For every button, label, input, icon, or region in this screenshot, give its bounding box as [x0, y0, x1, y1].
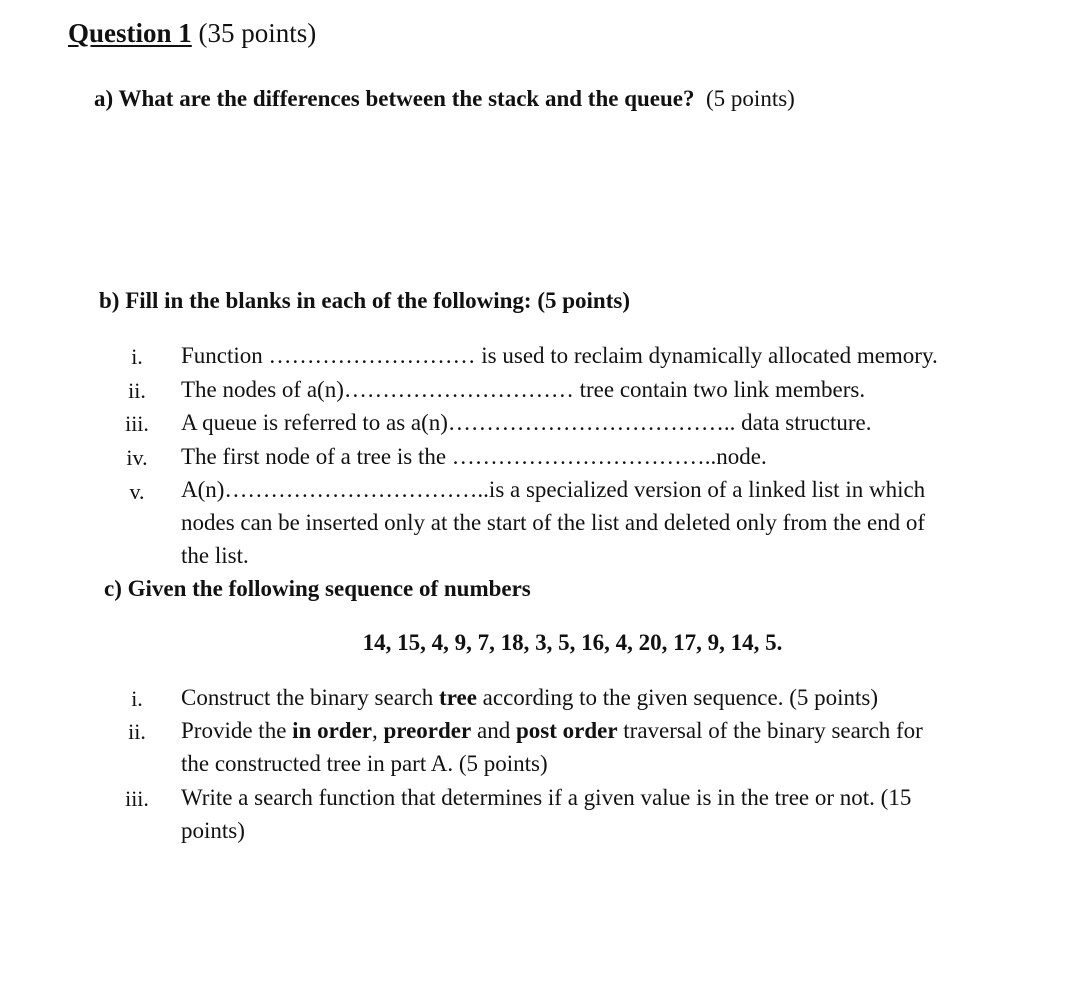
part-b-item-text-line: the list.: [181, 543, 249, 568]
part-c-item-text-segment: traversal of the binary search for: [617, 718, 923, 743]
part-b-item-text: Function ……………………… is used to reclaim dynamically allocated memory.: [181, 343, 938, 368]
part-c-item-text-line: Write a search function that determines if a given value is in the tree or not. (15: [181, 785, 912, 810]
part-c-item-text-segment: Provide the: [181, 718, 293, 743]
part-c-item-num: ii.: [128, 719, 146, 744]
part-b-item-text: The first node of a tree is the ……………………………..node.: [181, 444, 767, 469]
part-a: [94, 86, 795, 112]
part-c-item-text-segment: and: [471, 718, 516, 743]
part-c-item-text-segment: Construct the binary search: [181, 685, 440, 710]
question-points: (35 points): [198, 18, 317, 48]
part-c-item-text-bold: in order: [292, 718, 373, 743]
part-c-item-text-line: the constructed tree in part A. (5 points): [181, 751, 548, 776]
part-c-item-text-bold: tree: [439, 685, 477, 710]
part-c-item-text: [181, 685, 878, 711]
part-c-item-num: i.: [131, 686, 143, 711]
part-b-item-num: ii.: [128, 378, 146, 403]
part-b-item-num: v.: [129, 479, 145, 504]
part-c-item-text-line: points): [181, 818, 245, 843]
part-c-item-text-bold: preorder: [383, 718, 472, 743]
number-sequence: 14, 15, 4, 9, 7, 18, 3, 5, 16, 4, 20, 17, 9, 14, 5.: [362, 630, 783, 655]
part-c-item-text-segment: ,: [372, 718, 384, 743]
question-label: Question 1: [68, 18, 192, 48]
part-b-item-num: i.: [131, 344, 143, 369]
part-b-item-text: A queue is referred to as a(n)……………………………….. data structure.: [181, 410, 872, 435]
part-a-points: (5 points): [706, 86, 795, 111]
part-c-item-text-segment: according to the given sequence. (5 points): [476, 685, 879, 710]
question-title: [68, 18, 316, 49]
part-c-heading: c) Given the following sequence of numbers: [104, 576, 531, 601]
part-b-item-text-line: nodes can be inserted only at the start of the list and deleted only from the end of: [181, 510, 926, 535]
part-b-heading: b) Fill in the blanks in each of the following: (5 points): [99, 288, 630, 313]
part-b-item-num: iii.: [125, 411, 149, 436]
part-b-item-text: The nodes of a(n)………………………… tree contain two link members.: [181, 377, 866, 402]
part-c-item-text: [181, 718, 923, 744]
part-a-text: a) What are the differences between the stack and the queue?: [94, 86, 695, 111]
part-b-item-text-line: A(n)……………………………..is a specialized version of a linked list in which: [181, 477, 926, 502]
part-c-item-text-bold: post order: [515, 718, 618, 743]
part-c-item-num: iii.: [125, 786, 149, 811]
part-b-item-num: iv.: [126, 445, 148, 470]
